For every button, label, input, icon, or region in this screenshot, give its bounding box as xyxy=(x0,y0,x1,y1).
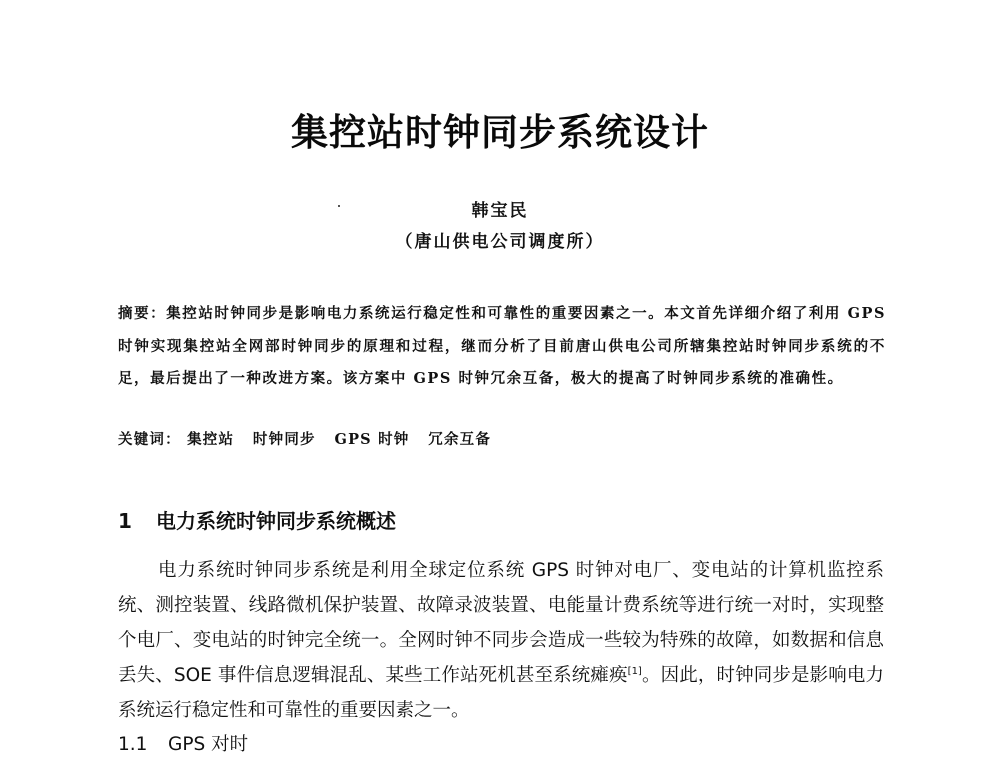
paper-title: 集控站时钟同步系统设计 xyxy=(291,111,709,154)
subsection-number: 1.1 xyxy=(118,734,148,755)
keyword: GPS 时钟 xyxy=(334,431,410,448)
subsection-title: GPS 对时 xyxy=(168,734,249,755)
section-title: 电力系统时钟同步系统概述 xyxy=(156,509,396,533)
keywords-label: 关键词： xyxy=(118,431,181,448)
section-number: 1 xyxy=(118,509,132,533)
keywords xyxy=(118,426,491,454)
abstract xyxy=(118,298,886,396)
abstract-label: 摘要： xyxy=(118,305,167,322)
keyword: 时钟同步 xyxy=(252,431,316,448)
author-name: 韩宝民 xyxy=(471,201,529,221)
paragraph-text: 电力系统时钟同步系统是利用全球定位系统 GPS 时钟对电厂、变电站的计算机监控系统、测控装置、线路微机保护装置、故障录波装置、电能量计费系统等进行统一对时，实现整个电厂、变电站的时钟完全统一。全网时钟不同步会造成一些较为特殊的故障，如数据和信息丢失、SOE 事件信息逻辑混乱、某些工作站死机甚至系统瘫痪 xyxy=(118,560,884,686)
subsection-heading xyxy=(118,731,248,759)
keyword: 集控站 xyxy=(187,431,235,448)
reference-marker: [1] xyxy=(627,666,642,677)
keyword: 冗余互备 xyxy=(428,431,492,448)
body-paragraph xyxy=(118,553,884,728)
abstract-text: 集控站时钟同步是影响电力系统运行稳定性和可靠性的重要因素之一。本文首先详细介绍了利用 GPS 时钟实现集控站全网部时钟同步的原理和过程，继而分析了目前唐山供电公司所辖集控站时钟同步系统的不足，最后提出了一种改进方案。该方案中 GPS 时钟冗余互备，极大的提高了时钟同步系统的准确性。 xyxy=(118,305,886,387)
section-heading xyxy=(118,506,396,536)
paragraph-text: 。因此，时钟同步是影响电力系统运行稳定性和可靠性的重要因素之一。 xyxy=(118,665,884,721)
author-affiliation: （唐山供电公司调度所） xyxy=(395,232,605,252)
